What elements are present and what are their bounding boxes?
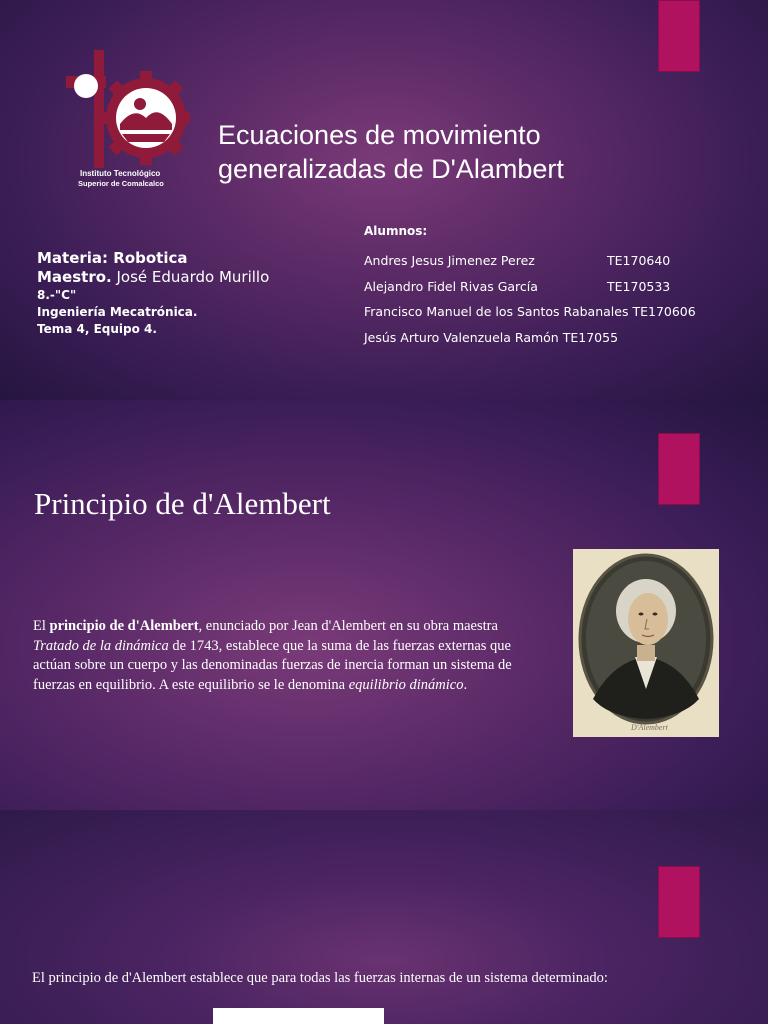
institute-logo-graphic	[66, 48, 190, 196]
student-code: TE170533	[607, 278, 671, 294]
slide-internal-forces	[0, 810, 768, 1024]
internal-forces-statement: El principio de d'Alembert establece que para todas las fuerzas internas de un sistema determinado:	[32, 970, 608, 986]
para-text: El	[33, 618, 50, 634]
student-name: Jesús Arturo Valenzuela Ramón	[364, 329, 559, 345]
materia-value: Robotica	[108, 249, 188, 267]
students-header: Alumnos:	[364, 224, 428, 238]
student-code: TE170606	[632, 304, 696, 320]
tema: Tema 4, Equipo 4.	[37, 322, 157, 336]
portrait-image	[573, 549, 719, 737]
maestro-label: Maestro.	[37, 268, 112, 286]
student-row	[364, 299, 696, 325]
maestro-value: José Eduardo Murillo	[111, 268, 270, 286]
accent-bar	[658, 866, 700, 938]
para-text: , enunciado por Jean d'Alembert en su obra maestra	[198, 618, 498, 634]
para-text: .	[463, 676, 468, 693]
para-italic: equilibrio dinámico	[348, 676, 464, 693]
section-heading: Principio de d'Alembert	[34, 486, 331, 521]
logo-text-2: Superior de Comalcalco	[78, 179, 164, 188]
students-list	[364, 224, 696, 350]
para-bold: principio de d'Alembert	[49, 618, 199, 634]
para-italic: Tratado de la dinámica	[33, 637, 169, 654]
student-code: TE170640	[607, 253, 671, 269]
accent-bar	[658, 433, 700, 505]
maestro-line	[37, 268, 269, 287]
logo-text-1: Instituto Tecnológico	[80, 169, 161, 178]
equation-image-box	[213, 1008, 384, 1024]
student-name: Alejandro Fidel Rivas García	[364, 278, 538, 294]
course-info	[37, 249, 269, 338]
portrait-signature: D'Alembert	[631, 723, 668, 732]
student-row	[364, 325, 696, 351]
student-code: TE17055	[562, 329, 619, 345]
presentation-title	[218, 118, 638, 186]
para-text: de 1743, establece que la suma de las fuerzas externas que actúan sobre un cuerpo y las denominadas fuerzas de inercia forman un sistema de fuerzas en equilibrio. A este equilibrio se le denomina	[33, 637, 512, 693]
title-line-2: generalizadas de D'Alambert	[218, 154, 564, 184]
carrera: Ingeniería Mecatrónica.	[37, 305, 198, 319]
student-row	[364, 274, 696, 300]
dalembert-portrait	[573, 549, 719, 737]
title-line-1: Ecuaciones de movimiento	[218, 120, 541, 150]
student-row	[364, 248, 696, 274]
student-name: Andres Jesus Jimenez Perez	[364, 253, 535, 269]
materia-line	[37, 249, 269, 268]
accent-bar	[658, 0, 700, 72]
slide-title	[0, 0, 768, 400]
principle-paragraph	[33, 617, 538, 695]
materia-label: Materia:	[37, 249, 109, 267]
student-name: Francisco Manuel de los Santos Rabanales	[364, 304, 629, 320]
institute-logo	[66, 48, 190, 196]
grupo: 8.-"C"	[37, 288, 77, 302]
